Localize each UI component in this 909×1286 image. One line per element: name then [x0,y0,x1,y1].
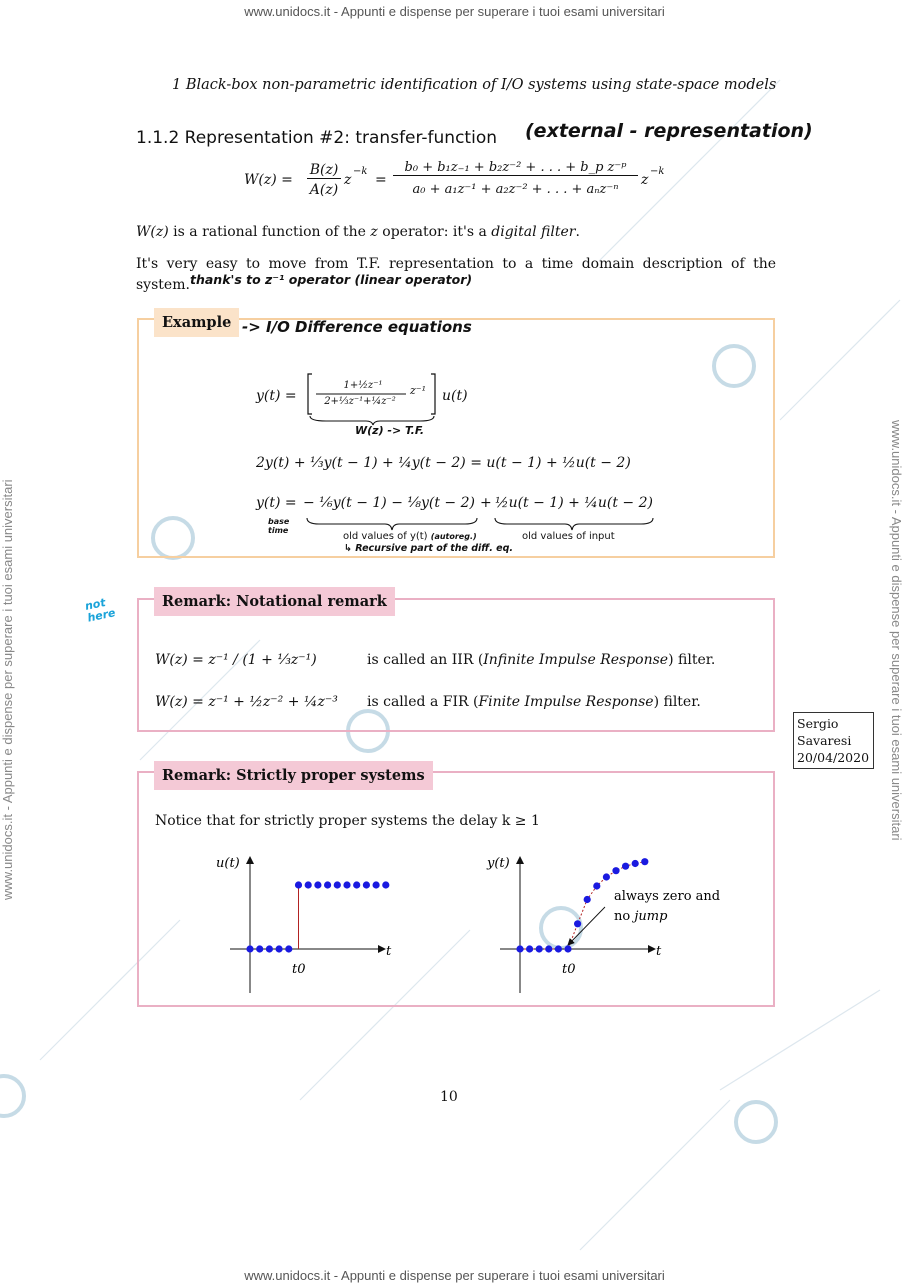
left-step-plot [246,881,389,952]
watermark-left: www.unidocs.it - Appunti e dispense per superare i tuoi esami universitari [0,479,15,900]
remark-strictly-proper-label: Remark: Strictly proper systems [154,761,433,790]
handwritten-autoreg: (autoreg.) [430,532,477,541]
example-eq1-den: 2+⅓z⁻¹+¼z⁻² [324,396,396,407]
response-curve [520,862,645,949]
example-eq3-plus: + [480,495,492,511]
annotation-line2-italic: jump [634,909,668,924]
left-xlabel: t [386,944,392,959]
example-eq1-z: z⁻¹ [410,384,427,397]
example-label: Example [154,308,239,337]
watermark-bottom: www.unidocs.it - Appunti e dispense per superare i tuoi esami universitari [244,1268,665,1283]
handwritten-note-external: (external - representation) [525,120,813,142]
example-eq1-rhs: u(t) [442,388,468,404]
data-point [632,860,639,867]
para1-z: z [370,224,378,240]
tf-z: z [344,172,352,188]
tf-frac1-num: B(z) [307,162,341,179]
right-ylabel: y(t) [487,856,510,871]
right-response-plot [516,858,648,953]
data-point [641,858,648,865]
brace-label-old-input: old values of input [522,531,615,542]
watermark-right: www.unidocs.it - Appunti e dispense per superare i tuoi esami universitari [889,420,904,841]
remark-iir-math: W(z) = z⁻¹ / (1 + ⅓z⁻¹) [155,652,317,668]
right-xlabel: t [656,944,662,959]
handwritten-margin-note: not here [83,595,117,625]
handwritten-base-time: base time [268,517,290,535]
author-sidenote [793,712,874,769]
remark-fir-math: W(z) = z⁻¹ + ½z⁻² + ¼z⁻³ [155,694,338,710]
brace-label-old-y-text: old values of y(t) [343,531,428,542]
left-ylabel: u(t) [216,856,240,871]
data-point [555,945,562,952]
data-point [574,920,581,927]
handwritten-recursive-part: ↳ Recursive part of the diff. eq. [344,543,513,554]
remark-strictly-proper-text: Notice that for strictly proper systems the delay k ≥ 1 [155,813,540,829]
page-number: 10 [440,1089,458,1105]
data-point [295,881,302,888]
remark-iir-text [367,652,715,668]
handwritten-note-z-operator: thank's to z⁻¹ operator (linear operator) [190,272,473,287]
data-point [382,881,389,888]
data-point [285,945,292,952]
data-point [276,945,283,952]
annotation-arrow [568,907,605,945]
paragraph-rational-function [136,222,776,243]
left-t0: t0 [292,962,306,977]
example-eq3-braces [305,516,660,532]
remark-fir-text2: ) filter. [653,694,701,710]
section-title: 1.1.2 Representation #2: transfer-function [136,128,497,148]
data-point [353,881,360,888]
paragraph-time-domain: It's very easy to move from T.F. representation to a time domain description of the system. [136,256,776,293]
tf-z-exp: −k [353,166,368,177]
data-point [256,945,263,952]
data-point [246,945,253,952]
annotation-line2-prefix: no [614,909,635,924]
right-t0: t0 [562,962,576,977]
data-point [612,867,619,874]
section-heading [136,128,497,148]
handwritten-note-difference-equations: -> I/O Difference equations [242,318,472,336]
tf-frac1-den: A(z) [309,182,339,198]
data-point [314,881,321,888]
example-eq1-num: 1+½z⁻¹ [343,380,383,391]
data-point [622,863,629,870]
para1-w: W(z) [136,224,169,240]
remark-iir-text2: ) filter. [668,652,716,668]
tf-lhs: W(z) = [244,172,293,188]
data-point [603,873,610,880]
sidenote-line3: 20/04/2020 [797,750,870,765]
annotation-line1: always zero and [614,889,721,904]
para1-digital-filter: digital filter [491,224,576,240]
remark-fir-text [367,694,701,710]
data-point [526,945,533,952]
data-point [536,945,543,952]
data-point [545,945,552,952]
data-point [564,945,571,952]
para1-text3: . [575,224,580,240]
data-point [324,881,331,888]
data-point [266,945,273,952]
data-point [593,882,600,889]
running-header: 1 Black-box non-parametric identification of I/O systems using state-space models [172,77,777,93]
annotation-line2 [614,909,668,924]
remark-iir-italic: Infinite Impulse Response [483,652,669,668]
example-eq3-rhs2: ½u(t − 1) + ¼u(t − 2) [495,495,653,511]
para1-text1: is a rational function of the [168,224,371,240]
remark-notational-label: Remark: Notational remark [154,587,395,616]
remark-fir-text1: is called a FIR ( [367,694,479,710]
tf-frac2-num: b₀ + b₁z₋₁ + b₂z⁻² + . . . + b_p z⁻ᵖ [393,160,638,176]
remark-fir-italic: Finite Impulse Response [478,694,654,710]
example-eq2: 2y(t) + ⅓y(t − 1) + ¼y(t − 2) = u(t − 1) + ½u(t − 2) [256,455,631,471]
tf-eq: = [375,172,387,188]
data-point [363,881,370,888]
data-point [373,881,380,888]
remark-iir-text1: is called an IIR ( [367,652,484,668]
data-point [343,881,350,888]
example-eq1-lhs: y(t) = [256,388,297,404]
tf-z-tail: z [641,172,649,188]
data-point [334,881,341,888]
watermark-top: www.unidocs.it - Appunti e dispense per superare i tuoi esami universitari [244,4,665,19]
sidenote-line2: Savaresi [797,733,852,748]
tf-z-tail-exp: −k [650,166,665,177]
example-eq3-rhs1: − ⅙y(t − 1) − ⅛y(t − 2) [303,495,475,511]
para1-text2: operator: it's a [377,224,492,240]
handwritten-note-wz-tf: W(z) -> T.F. [355,424,425,437]
sidenote-line1: Sergio [797,716,839,731]
data-point [305,881,312,888]
data-point [584,896,591,903]
brace-label-old-y [343,531,477,542]
data-point [516,945,523,952]
step-plots [200,845,721,995]
tf-frac2-den: a₀ + a₁z⁻¹ + a₂z⁻² + . . . + aₙz⁻ⁿ [412,182,619,197]
example-eq3-lhs: y(t) = [256,495,297,511]
